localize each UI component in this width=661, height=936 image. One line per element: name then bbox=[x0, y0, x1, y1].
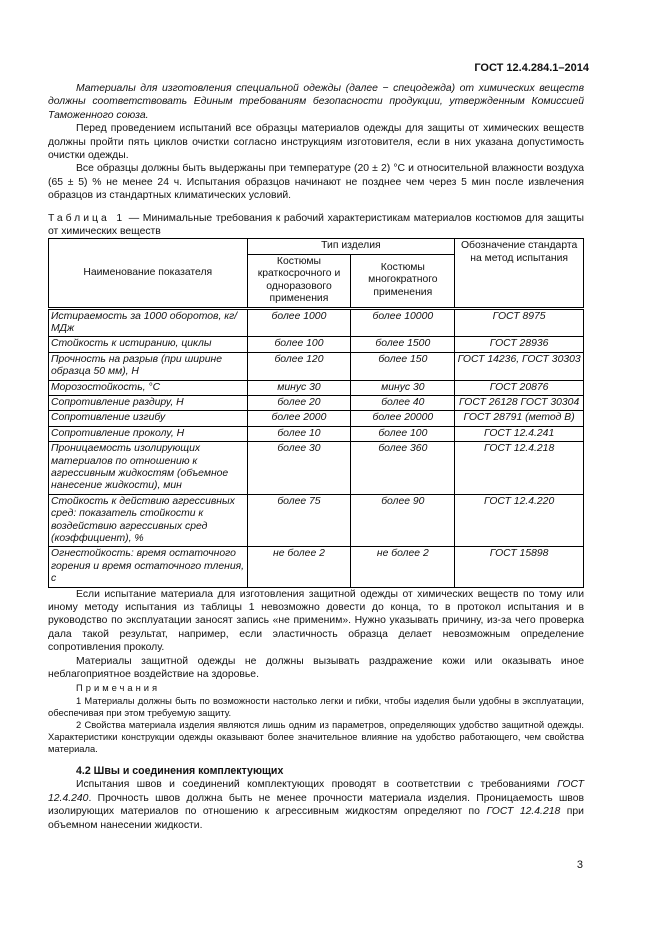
section-text-3: при объемном нанесении жидкости. bbox=[48, 806, 584, 831]
table-caption bbox=[48, 212, 584, 239]
header-product-type: Тип изделия bbox=[247, 239, 455, 254]
cell-standard: ГОСТ 12.4.241 bbox=[455, 426, 584, 441]
cell-short-term: более 20 bbox=[247, 395, 351, 410]
table-row bbox=[49, 380, 584, 395]
cell-indicator: Огнестойкость: время остаточного горения и время остаточного тления, с bbox=[49, 547, 248, 587]
section-text-1: Испытания швов и соединений комплектующих проводят в соответствии с требованиями bbox=[76, 779, 558, 791]
cell-reusable: более 150 bbox=[351, 352, 455, 380]
header-reusable: Костюмы многократного применения bbox=[351, 254, 455, 308]
notes-title: Примечания bbox=[76, 682, 161, 694]
table-caption-text: — Минимальные требования к рабочий характеристикам материалов костюмов для защиты от химических веществ bbox=[48, 212, 585, 238]
cell-short-term: более 120 bbox=[247, 352, 351, 380]
intro-paragraph-2: Перед проведением испытаний все образцы материалов одежды для защиты от химических веществ должны пройти пять циклов очистки согласно инструкциям изготовителя, если в них указана допустимость очистки одежды. bbox=[48, 123, 584, 162]
cell-standard: ГОСТ 28936 bbox=[455, 337, 584, 352]
cell-standard: ГОСТ 20876 bbox=[455, 380, 584, 395]
cell-standard: ГОСТ 15898 bbox=[455, 547, 584, 587]
header-indicator: Наименование показателя bbox=[49, 239, 248, 308]
cell-short-term: более 10 bbox=[247, 426, 351, 441]
cell-reusable: более 100 bbox=[351, 426, 455, 441]
cell-indicator: Стойкость к действию агрессивных сред: показатель стойкости к воздействию агрессивных сред (коэффициент), % bbox=[49, 494, 248, 547]
cell-indicator: Сопротивление проколу, Н bbox=[49, 426, 248, 441]
cell-reusable: более 90 bbox=[351, 494, 455, 547]
cell-short-term: более 75 bbox=[247, 494, 351, 547]
table-row bbox=[49, 352, 584, 380]
section-ref-2: ГОСТ 12.4.218 bbox=[486, 806, 561, 818]
document-header: ГОСТ 12.4.284.1–2014 bbox=[474, 62, 589, 74]
section-paragraph bbox=[48, 778, 584, 832]
cell-indicator: Прочность на разрыв (при ширине образца 50 мм), Н bbox=[49, 352, 248, 380]
table-row bbox=[49, 547, 584, 587]
table-row bbox=[49, 308, 584, 337]
cell-short-term: более 2000 bbox=[247, 411, 351, 426]
cell-reusable: более 10000 bbox=[351, 308, 455, 337]
page-content bbox=[48, 82, 584, 832]
after-paragraph-1: Если испытание материала для изготовления защитной одежды от химических веществ по тому или иному методу испытания из таблицы 1 невозможно довести до конца, то в протокол испытания и в руководство по эксплуатации заносят запись «не применим». Нужно указывать причину, из-за чего проверка дала такой результат, например, если эластичность образца делает невозможным определение сопротивления проколу. bbox=[48, 588, 584, 654]
header-standard: Обозначение стандарта на метод испытания bbox=[455, 239, 584, 308]
cell-standard: ГОСТ 12.4.220 bbox=[455, 494, 584, 547]
after-paragraph-2: Материалы защитной одежды не должны вызывать раздражение кожи или оказывать иное неблагоприятное воздействие на здоровье. bbox=[48, 655, 584, 681]
cell-indicator: Истираемость за 1000 оборотов, кг/МДж bbox=[49, 308, 248, 337]
cell-standard: ГОСТ 8975 bbox=[455, 308, 584, 337]
section-ref-1: ГОСТ 12.4.240 bbox=[48, 779, 584, 804]
header-short-term: Костюмы краткосрочного и одноразового применения bbox=[247, 254, 351, 308]
page-number: 3 bbox=[576, 859, 583, 871]
cell-indicator: Проницаемость изолирующих материалов по отношению к агрессивным жидкостям (объемное нанесение жидкости), мин bbox=[49, 442, 248, 495]
cell-short-term: более 1000 bbox=[247, 308, 351, 337]
cell-short-term: более 30 bbox=[247, 442, 351, 495]
table-row bbox=[49, 411, 584, 426]
cell-reusable: более 40 bbox=[351, 395, 455, 410]
table-row bbox=[49, 442, 584, 495]
intro-paragraph-3: Все образцы должны быть выдержаны при температуре (20 ± 2) °С и относительной влажности воздуха (65 ± 5) % не менее 24 ч. Испытания образцов начинают не позднее чем через 5 мин после извлечения образцов из стандартных климатических условий. bbox=[48, 163, 584, 202]
table-caption-label: Таблица 1 bbox=[48, 212, 126, 224]
intro-paragraph-1: Материалы для изготовления специальной одежды (далее − спецодежда) от химических веществ должны соответствовать Единым требованиям безопасности продукции, утвержденным Комиссией Таможенного союза. bbox=[48, 83, 584, 121]
cell-short-term: более 100 bbox=[247, 337, 351, 352]
cell-standard: ГОСТ 26128 ГОСТ 30304 bbox=[455, 395, 584, 410]
cell-standard: ГОСТ 14236, ГОСТ 30303 bbox=[455, 352, 584, 380]
cell-reusable: более 360 bbox=[351, 442, 455, 495]
cell-reusable: не более 2 bbox=[351, 547, 455, 587]
section-title: 4.2 Швы и соединения комплектующих bbox=[76, 764, 284, 777]
table-row bbox=[49, 426, 584, 441]
note-2: 2 Свойства материала изделия являются лишь одним из параметров, определяющих удобство защитной одежды. Характеристики конструкции одежды оказывают более значительное влияние на удобство работающего, чем свойства материала. bbox=[48, 718, 584, 754]
requirements-table bbox=[48, 238, 584, 587]
cell-indicator: Морозостойкость, °С bbox=[49, 380, 248, 395]
cell-reusable: более 20000 bbox=[351, 411, 455, 426]
cell-indicator: Сопротивление изгибу bbox=[49, 411, 248, 426]
note-1: 1 Материалы должны быть по возможности настолько легки и гибки, чтобы изделия были удобны в эксплуатации, обеспечивая при этом требуемую защиту. bbox=[48, 694, 584, 718]
cell-short-term: не более 2 bbox=[247, 547, 351, 587]
table-row bbox=[49, 395, 584, 410]
table-row bbox=[49, 337, 584, 352]
section-text-2: . Прочность швов должна быть не менее прочности материала изделия. Проницаемость швов изолирующих материалов по отношению к агрессивным жидкостям определяют по bbox=[48, 792, 584, 818]
cell-short-term: минус 30 bbox=[247, 380, 351, 395]
cell-standard: ГОСТ 12.4.218 bbox=[455, 442, 584, 495]
cell-indicator: Стойкость к истиранию, циклы bbox=[49, 337, 248, 352]
table-row bbox=[49, 494, 584, 547]
cell-reusable: минус 30 bbox=[351, 380, 455, 395]
cell-indicator: Сопротивление раздиру, Н bbox=[49, 395, 248, 410]
cell-reusable: более 1500 bbox=[351, 337, 455, 352]
cell-standard: ГОСТ 28791 (метод В) bbox=[455, 411, 584, 426]
